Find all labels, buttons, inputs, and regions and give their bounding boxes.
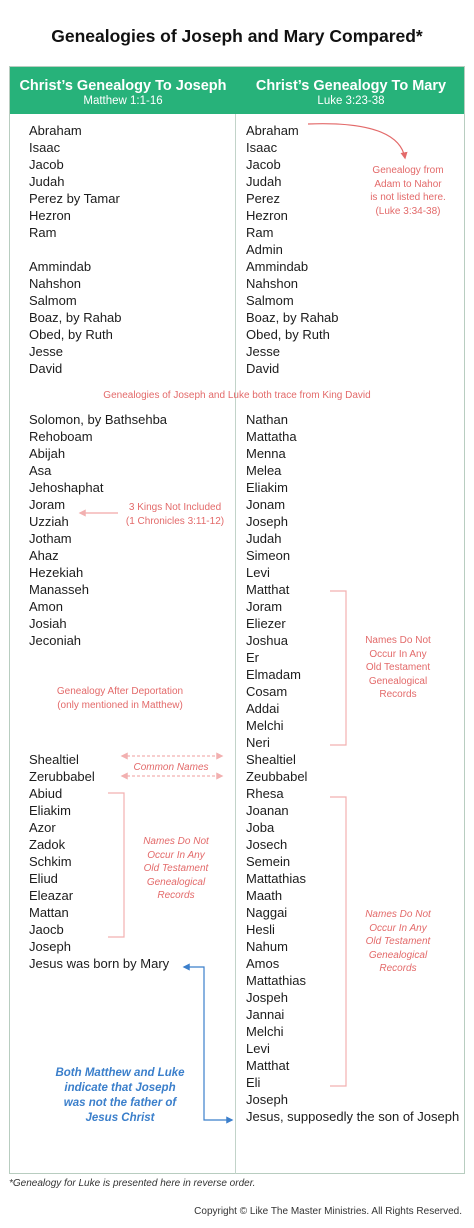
list-item: Ram [29, 225, 57, 240]
list-item: Levi [246, 1041, 270, 1056]
note-both-from-david: Genealogies of Joseph and Luke both trace from King David [103, 390, 371, 401]
right-upper-names-bracket [330, 591, 346, 745]
list-item: Ammindab [246, 259, 309, 274]
list-item: Melchi [246, 1024, 284, 1039]
list-item: Jannai [246, 1007, 285, 1022]
list-item: Obed, by Ruth [246, 327, 330, 342]
list-item: Matthat [246, 582, 290, 597]
note-line: Genealogical [368, 675, 428, 687]
list-item: Zerubbabel [29, 769, 95, 784]
list-item: Joba [246, 820, 275, 835]
list-item: Jotham [29, 531, 72, 546]
note-line: Records [157, 890, 195, 901]
list-item: Naggai [246, 905, 288, 920]
note-line: Old Testament [365, 936, 431, 947]
list-item: Levi [246, 565, 270, 580]
list-item: Zeubbabel [246, 769, 308, 784]
list-item: Elmadam [246, 667, 301, 682]
list-item: Josech [246, 837, 288, 852]
note-line: Genealogical [368, 949, 428, 961]
list-item: Jeconiah [29, 633, 82, 648]
note-line: Genealogical [146, 876, 206, 888]
list-item: Judah [246, 174, 282, 189]
note-line: Occur In Any [369, 922, 427, 934]
list-item: Eliakim [246, 480, 288, 495]
note-line: Jesus Christ [85, 1112, 155, 1124]
note-line: Occur In Any [147, 849, 205, 861]
list-item: Judah [29, 174, 65, 189]
list-item: Neri [246, 735, 270, 750]
list-item: Jonam [246, 497, 286, 512]
list-item: Abraham [246, 123, 299, 138]
list-item: Obed, by Ruth [29, 327, 113, 342]
list-item: Hesli [246, 922, 275, 937]
footnote: *Genealogy for Luke is presented here in reverse order. [9, 1178, 256, 1189]
list-item: Salmom [246, 293, 294, 308]
list-item: Jospeh [246, 990, 288, 1005]
list-item: Hezron [29, 208, 71, 223]
list-item: Mattathias [246, 973, 306, 988]
list-item: Mattatha [246, 429, 297, 444]
list-item: Joseph [246, 1092, 288, 1107]
list-item: Nahshon [29, 276, 82, 291]
note-line: Old Testament [143, 863, 209, 874]
note-line: 3 Kings Not Included [128, 502, 222, 513]
list-item: Joseph [29, 939, 71, 954]
note-line: Adam to Nahor [374, 178, 442, 190]
note-line: (only mentioned in Matthew) [57, 699, 183, 711]
note-line: was not the father of [63, 1097, 177, 1109]
list-item: Admin [246, 242, 283, 257]
list-item: Jehoshaphat [29, 480, 104, 495]
list-item: Melea [246, 463, 282, 478]
note-line: Names Do Not [365, 909, 431, 920]
note-line: Occur In Any [369, 648, 427, 660]
list-item: Isaac [246, 140, 278, 155]
note-line: (1 Chronicles 3:11-12) [125, 515, 225, 527]
note-line: Names Do Not [365, 635, 431, 646]
page-title: Genealogies of Joseph and Mary Compared* [51, 26, 423, 46]
list-item: Azor [29, 820, 56, 835]
list-item: Nahshon [246, 276, 299, 291]
list-item: Addai [246, 701, 280, 716]
list-item: Zadok [29, 837, 66, 852]
list-item: Jesus, supposedly the son of Joseph [246, 1109, 460, 1124]
list-item: Nathan [246, 412, 288, 427]
note-line: (Luke 3:34-38) [375, 205, 441, 217]
header-left-ref: Matthew 1:1-16 [83, 95, 163, 107]
list-item: David [246, 361, 280, 376]
list-item: Rehoboam [29, 429, 93, 444]
list-item: Melchi [246, 718, 284, 733]
adam-to-nahor-arrow [308, 124, 405, 158]
list-item: Eli [246, 1075, 261, 1090]
list-item: Semein [246, 854, 291, 869]
note-line: Records [379, 689, 417, 700]
header-left-title: Christ’s Genealogy To Joseph [19, 78, 227, 94]
right-lower-names-bracket [330, 797, 346, 1086]
list-item: Boaz, by Rahab [29, 310, 122, 325]
left-names-bracket [108, 793, 124, 937]
list-item: Judah [246, 531, 282, 546]
list-item: Shealtiel [29, 752, 79, 767]
list-item: Eliakim [29, 803, 71, 818]
list-item: Ahaz [29, 548, 59, 563]
list-item: Mattan [29, 905, 69, 920]
list-item: Shealtiel [246, 752, 296, 767]
header-right-ref: Luke 3:23-38 [317, 95, 385, 107]
note-line: indicate that Joseph [64, 1082, 176, 1094]
note-line: Old Testament [365, 662, 431, 673]
list-item: Amon [29, 599, 63, 614]
list-item: Abraham [29, 123, 82, 138]
list-item: Er [246, 650, 259, 665]
list-item: Joseph [246, 514, 288, 529]
list-item: Abiud [29, 786, 63, 801]
note-line: is not listed here. [370, 192, 446, 203]
list-item: Boaz, by Rahab [246, 310, 339, 325]
list-item: Eliezer [246, 616, 286, 631]
list-item: Salmom [29, 293, 77, 308]
note-line: Genealogy After Deportation [56, 686, 184, 697]
list-item: Jaocb [29, 922, 64, 937]
note-line: Names Do Not [143, 836, 209, 847]
note-line: Records [379, 963, 417, 974]
list-item: Perez by Tamar [29, 191, 120, 206]
list-item: Rhesa [246, 786, 284, 801]
list-item: Ammindab [29, 259, 92, 274]
list-item: Amos [246, 956, 280, 971]
list-item: Asa [29, 463, 52, 478]
list-item: Mattathias [246, 871, 306, 886]
list-item: Joanan [246, 803, 289, 818]
list-item: David [29, 361, 63, 376]
list-item: Joram [29, 497, 66, 512]
copyright: Copyright © Like The Master Ministries. All Rights Reserved. [194, 1206, 462, 1217]
list-item: Joram [246, 599, 283, 614]
note-common-names: Common Names [133, 762, 209, 773]
list-item: Uzziah [29, 514, 69, 529]
list-item: Manasseh [29, 582, 89, 597]
list-item: Josiah [29, 616, 67, 631]
list-item: Hezron [246, 208, 288, 223]
list-item: Jesse [246, 344, 280, 359]
list-item: Matthat [246, 1058, 290, 1073]
list-item: Jacob [246, 157, 281, 172]
list-item: Hezekiah [29, 565, 84, 580]
list-item: Menna [246, 446, 286, 461]
list-item: Joshua [246, 633, 288, 648]
list-item: Ram [246, 225, 274, 240]
list-item: Perez [246, 191, 280, 206]
list-item: Cosam [246, 684, 288, 699]
list-item: Jesus was born by Mary [29, 956, 170, 971]
note-line: Genealogy from [372, 165, 444, 176]
list-item: Solomon, by Bathsehba [29, 412, 168, 427]
list-item: Simeon [246, 548, 291, 563]
list-item: Nahum [246, 939, 288, 954]
list-item: Isaac [29, 140, 61, 155]
note-line: Both Matthew and Luke [55, 1067, 185, 1079]
list-item: Eliud [29, 871, 58, 886]
header-right-title: Christ’s Genealogy To Mary [255, 78, 447, 94]
list-item: Maath [246, 888, 283, 903]
joseph-not-father-arrow [184, 967, 232, 1120]
list-item: Abijah [29, 446, 66, 461]
list-item: Schkim [29, 854, 72, 869]
list-item: Eleazar [29, 888, 74, 903]
list-item: Jesse [29, 344, 63, 359]
list-item: Jacob [29, 157, 64, 172]
